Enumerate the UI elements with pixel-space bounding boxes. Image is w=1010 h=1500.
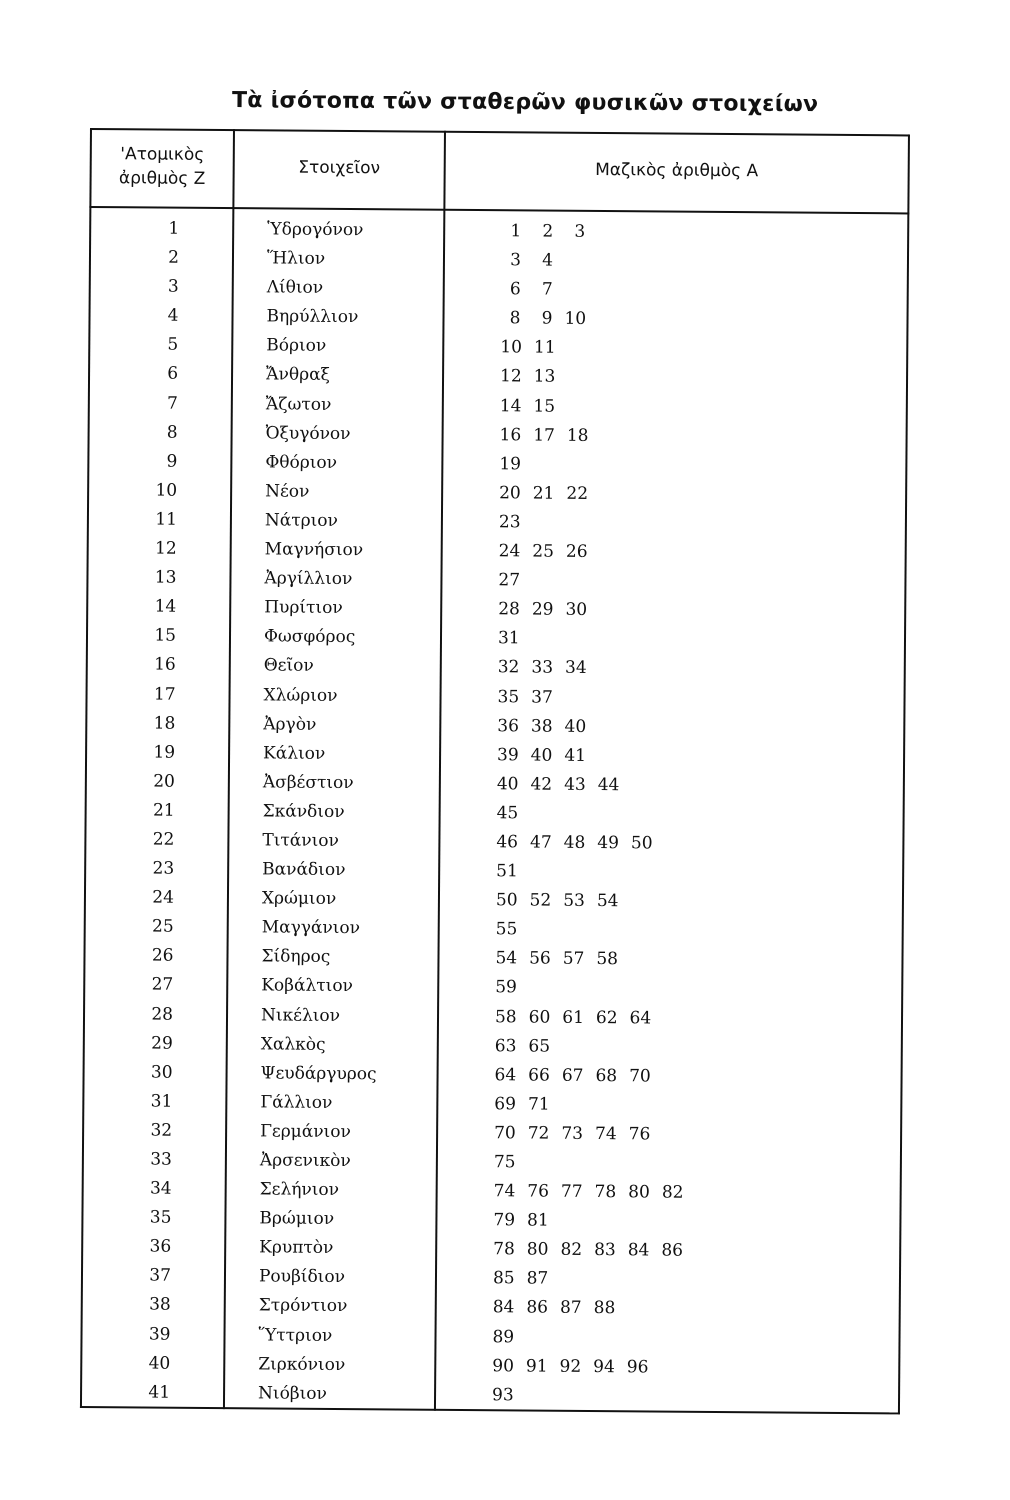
table-body — [80, 214, 909, 1413]
mass-number: 15 — [533, 396, 556, 417]
mass-number: 22 — [566, 483, 589, 504]
mass-number: 16 — [499, 424, 522, 446]
page-title: Τὰ ἰσότοπα τῶν σταθερῶν φυσικῶν στοιχείων — [231, 88, 819, 118]
mass-number: 89 — [492, 1326, 515, 1347]
atomic-number-cell: 22 — [152, 829, 175, 850]
mass-number: 27 — [498, 570, 521, 591]
mass-number: 61 — [562, 1007, 585, 1028]
mass-number: 40 — [564, 716, 587, 737]
mass-number: 75 — [493, 1152, 516, 1173]
mass-number: 51 — [496, 861, 518, 882]
element-name-cell: Νάτριον — [264, 510, 339, 531]
element-name-cell: Ἄνθραξ — [265, 364, 331, 386]
atomic-number-cell: 20 — [153, 771, 175, 792]
mass-number: 4 — [542, 250, 554, 271]
mass-number: 68 — [595, 1065, 618, 1086]
mass-number: 17 — [533, 425, 555, 446]
mass-number: 44 — [597, 774, 620, 795]
atomic-number-cell: 11 — [155, 509, 178, 530]
mass-number: 47 — [529, 832, 552, 853]
mass-numbers-cell — [497, 799, 531, 828]
mass-number: 88 — [593, 1298, 616, 1319]
mass-number: 34 — [564, 658, 587, 679]
atomic-number-cell: 30 — [150, 1062, 173, 1083]
mass-number: 3 — [510, 250, 522, 271]
element-name-cell: Ἀργὸν — [263, 713, 317, 735]
element-name-cell: Ἥλιον — [266, 248, 326, 269]
mass-number: 66 — [528, 1065, 550, 1086]
mass-number: 86 — [661, 1240, 684, 1261]
element-name-cell: Ζιρκόνιον — [258, 1354, 346, 1375]
mass-numbers-cell — [498, 625, 532, 654]
element-name-cell: Ψευδάργυρος — [260, 1063, 377, 1084]
element-name-cell: Ἀργίλλιον — [264, 568, 353, 590]
element-name-cell: Κάλιον — [263, 743, 326, 764]
mass-numbers-cell — [501, 246, 565, 276]
mass-numbers-cell — [497, 770, 632, 800]
mass-numbers-cell — [497, 741, 598, 771]
mass-number: 8 — [509, 308, 521, 329]
mass-numbers-cell — [494, 1148, 528, 1177]
element-name-cell: Βρώμιον — [259, 1208, 335, 1230]
atomic-number-cell: 17 — [153, 684, 176, 705]
atomic-number-cell: 26 — [151, 945, 174, 967]
mass-number: 41 — [564, 745, 587, 766]
mass-number: 31 — [497, 628, 520, 649]
mass-number: 93 — [491, 1384, 514, 1406]
mass-number: 92 — [559, 1356, 582, 1377]
mass-number: 12 — [499, 366, 522, 387]
mass-numbers-cell — [500, 334, 568, 364]
mass-number: 10 — [500, 337, 523, 358]
element-name-cell: Νιόβιον — [257, 1383, 327, 1404]
element-name-cell: Χλώριον — [263, 684, 338, 706]
element-name-cell: Κοβάλτιον — [261, 975, 354, 997]
header-element: Στοιχεῖον — [298, 157, 381, 179]
atomic-number-cell: 15 — [154, 625, 177, 647]
header-divider — [89, 206, 909, 214]
mass-number: 74 — [594, 1123, 617, 1145]
mass-number: 25 — [532, 541, 555, 562]
mass-number: 78 — [594, 1182, 617, 1203]
mass-numbers-cell — [493, 1265, 561, 1295]
mass-number: 7 — [541, 279, 553, 300]
mass-number: 64 — [629, 1007, 652, 1028]
mass-number: 19 — [499, 453, 522, 475]
mass-numbers-cell — [492, 1323, 526, 1352]
mass-number: 24 — [498, 541, 521, 562]
atomic-number-cell: 18 — [153, 713, 176, 734]
mass-number: 58 — [494, 1006, 517, 1027]
atomic-number-cell: 33 — [150, 1149, 172, 1170]
mass-number: 35 — [497, 686, 520, 707]
mass-number: 48 — [563, 832, 586, 853]
mass-number: 39 — [497, 744, 519, 766]
element-name-cell: Φθόριον — [265, 452, 338, 473]
mass-numbers-cell — [492, 1381, 526, 1410]
mass-number: 76 — [527, 1181, 550, 1202]
atomic-number-cell: 9 — [166, 451, 178, 472]
mass-numbers-cell — [496, 828, 664, 858]
mass-number: 82 — [661, 1182, 684, 1203]
mass-number: 50 — [495, 890, 518, 911]
mass-number: 62 — [595, 1007, 618, 1028]
mass-numbers-cell — [498, 595, 599, 625]
mass-numbers-cell — [497, 683, 565, 713]
atomic-number-cell: 8 — [166, 422, 178, 443]
mass-number: 77 — [560, 1181, 583, 1202]
mass-number: 3 — [574, 221, 586, 242]
mass-numbers-cell — [494, 1177, 696, 1208]
mass-numbers-cell — [495, 1003, 663, 1033]
mass-number: 90 — [492, 1355, 515, 1377]
mass-number: 49 — [597, 832, 620, 854]
atomic-number-cell: 23 — [152, 858, 175, 879]
element-name-cell: Μαγγάνιον — [261, 917, 361, 939]
element-name-cell: Βηρύλλιον — [266, 306, 359, 328]
mass-numbers-cell — [499, 479, 600, 509]
mass-numbers-cell — [501, 275, 565, 305]
mass-number: 94 — [593, 1356, 615, 1377]
element-name-cell: Πυρίτιον — [264, 597, 343, 619]
isotope-table — [80, 128, 910, 1414]
element-name-cell: Τιτάνιον — [262, 830, 339, 851]
mass-number: 6 — [509, 279, 521, 300]
mass-number: 83 — [594, 1240, 616, 1261]
atomic-number-cell: 37 — [149, 1265, 172, 1287]
mass-number: 54 — [596, 891, 619, 912]
mass-number: 28 — [498, 599, 520, 620]
mass-number: 1 — [510, 221, 522, 242]
mass-numbers-cell — [496, 886, 631, 916]
mass-numbers-cell — [500, 305, 598, 335]
element-name-cell: Γερμάνιον — [260, 1121, 351, 1142]
mass-number: 71 — [527, 1094, 550, 1115]
element-name-cell: Ἀσβέστιον — [262, 772, 354, 793]
element-name-cell: Χρώμιον — [261, 888, 337, 910]
mass-number: 33 — [531, 657, 554, 679]
atomic-number-cell: 7 — [166, 393, 178, 414]
atomic-number-cell: 40 — [148, 1353, 171, 1374]
mass-numbers-cell — [494, 1061, 662, 1091]
atomic-number-cell: 1 — [168, 218, 180, 239]
table-border — [90, 128, 910, 136]
mass-number: 43 — [564, 774, 586, 795]
element-name-cell: Νικέλιον — [260, 1004, 341, 1026]
atomic-number-cell: 14 — [154, 596, 177, 617]
mass-number: 40 — [496, 773, 519, 795]
mass-number: 84 — [627, 1240, 650, 1261]
mass-numbers-cell — [497, 712, 598, 742]
mass-numbers-cell — [494, 1119, 662, 1149]
mass-number: 87 — [559, 1298, 582, 1319]
mass-number: 96 — [626, 1356, 649, 1378]
mass-numbers-cell — [499, 450, 533, 479]
atomic-number-cell: 6 — [167, 364, 179, 385]
atomic-number-cell: 21 — [152, 800, 175, 821]
header-atomic-number — [92, 142, 233, 191]
mass-numbers-cell — [494, 1090, 562, 1120]
mass-number: 11 — [533, 337, 556, 359]
mass-numbers-cell — [495, 1032, 563, 1062]
header-atomic-line2: ἀριθμὸς Ζ — [118, 168, 206, 189]
element-name-cell: Ὕττριον — [258, 1324, 333, 1346]
mass-number: 2 — [542, 221, 554, 242]
mass-number: 86 — [526, 1297, 549, 1319]
header-mass-number: Μαζικὸς ἀριθμὸς Α — [595, 159, 759, 182]
mass-numbers-cell — [500, 363, 568, 393]
mass-numbers-cell — [492, 1352, 660, 1382]
mass-number: 32 — [497, 657, 520, 678]
mass-number: 29 — [531, 599, 554, 620]
mass-numbers-cell — [493, 1294, 628, 1324]
atomic-number-cell: 10 — [155, 480, 178, 501]
atomic-number-cell: 27 — [151, 974, 174, 996]
mass-number: 64 — [494, 1064, 517, 1086]
mass-number: 63 — [494, 1035, 517, 1057]
mass-number: 55 — [495, 919, 518, 940]
atomic-number-cell: 19 — [153, 742, 176, 763]
mass-number: 84 — [492, 1297, 515, 1318]
mass-number: 59 — [495, 977, 517, 998]
mass-number: 80 — [526, 1239, 549, 1260]
mass-number: 76 — [628, 1124, 651, 1145]
element-name-cell: Στρόντιον — [258, 1295, 348, 1317]
mass-number: 85 — [492, 1268, 515, 1289]
atomic-number-cell: 13 — [154, 567, 177, 588]
mass-number: 30 — [565, 599, 588, 621]
mass-number: 91 — [525, 1356, 548, 1377]
element-name-cell: Μαγνήσιον — [264, 539, 364, 561]
atomic-number-cell: 2 — [168, 247, 180, 268]
atomic-number-cell: 16 — [154, 654, 176, 676]
element-name-cell: Βανάδιον — [262, 859, 346, 881]
mass-number: 72 — [527, 1123, 550, 1144]
element-name-cell: Ἄζωτον — [265, 393, 332, 415]
mass-numbers-cell — [493, 1235, 695, 1266]
mass-number: 67 — [561, 1065, 584, 1086]
element-name-cell: Ὀξυγόνον — [265, 423, 351, 444]
mass-number: 82 — [560, 1240, 583, 1261]
atomic-number-cell: 41 — [148, 1382, 171, 1403]
mass-number: 9 — [541, 308, 553, 329]
mass-number: 70 — [629, 1065, 651, 1087]
atomic-number-cell: 12 — [154, 538, 177, 559]
mass-number: 46 — [496, 832, 519, 853]
element-name-cell: Σίδηρος — [261, 946, 331, 968]
element-name-cell: Φωσφόρος — [263, 626, 356, 648]
mass-number: 20 — [499, 483, 521, 504]
mass-number: 65 — [528, 1036, 551, 1057]
atomic-number-cell: 34 — [149, 1178, 172, 1199]
atomic-number-cell: 3 — [167, 276, 179, 297]
atomic-number-cell: 39 — [148, 1324, 171, 1345]
mass-numbers-cell — [499, 537, 600, 567]
mass-number: 81 — [526, 1210, 549, 1231]
mass-number: 87 — [526, 1268, 549, 1290]
mass-numbers-cell — [495, 974, 529, 1003]
mass-number: 26 — [565, 541, 588, 562]
mass-number: 57 — [562, 949, 585, 970]
atomic-number-cell: 28 — [151, 1004, 174, 1025]
atomic-number-cell: 32 — [150, 1120, 173, 1141]
mass-number: 50 — [630, 833, 653, 854]
mass-number: 40 — [530, 745, 553, 766]
element-name-cell: Θεῖον — [263, 655, 314, 677]
mass-number: 70 — [494, 1123, 516, 1144]
mass-number: 37 — [531, 686, 553, 708]
mass-numbers-cell — [499, 421, 600, 451]
mass-number: 23 — [498, 512, 521, 533]
header-atomic-line1: 'Ατομικὸς — [120, 144, 205, 165]
element-name-cell: Σελήνιον — [259, 1179, 340, 1201]
atomic-number-cell: 4 — [167, 305, 179, 326]
mass-numbers-cell — [501, 217, 597, 247]
atomic-number-cell: 38 — [149, 1294, 171, 1316]
atomic-number-cell: 35 — [149, 1207, 172, 1228]
element-name-cell: Ἀρσενικὸν — [259, 1150, 351, 1172]
mass-number: 54 — [495, 948, 518, 969]
mass-number: 56 — [529, 948, 551, 969]
mass-number: 69 — [494, 1094, 517, 1115]
mass-number: 58 — [596, 949, 619, 970]
mass-numbers-cell — [496, 857, 530, 886]
mass-numbers-cell — [498, 654, 599, 684]
mass-number: 80 — [628, 1182, 650, 1203]
element-name-cell: Ρουβίδιον — [258, 1266, 346, 1288]
mass-number: 52 — [529, 890, 552, 911]
mass-number: 73 — [561, 1123, 584, 1144]
mass-number: 14 — [499, 395, 522, 416]
mass-number: 18 — [566, 425, 589, 446]
element-name-cell: Χαλκὸς — [260, 1033, 326, 1055]
atomic-number-cell: 25 — [152, 916, 174, 937]
element-name-cell: Κρυπτὸν — [259, 1237, 334, 1259]
element-name-cell: Βόριον — [266, 335, 327, 357]
mass-numbers-cell — [498, 566, 532, 595]
mass-numbers-cell — [496, 915, 530, 944]
element-name-cell: Νέον — [265, 481, 310, 502]
mass-number: 78 — [493, 1239, 515, 1260]
mass-number: 21 — [532, 483, 555, 504]
mass-number: 79 — [493, 1210, 516, 1231]
mass-number: 42 — [530, 774, 553, 795]
element-name-cell: Ὑδρογόνον — [267, 219, 364, 241]
mass-number: 53 — [563, 890, 585, 912]
mass-numbers-cell — [493, 1206, 561, 1236]
mass-number: 74 — [493, 1181, 516, 1202]
mass-number: 36 — [497, 715, 520, 736]
atomic-number-cell: 5 — [167, 334, 179, 356]
mass-number: 60 — [528, 1007, 551, 1028]
mass-number: 38 — [530, 716, 553, 737]
mass-numbers-cell — [500, 392, 568, 422]
atomic-number-cell: 29 — [151, 1033, 173, 1054]
atomic-number-cell: 31 — [150, 1091, 173, 1112]
atomic-number-cell: 24 — [152, 887, 175, 908]
atomic-number-cell: 36 — [149, 1236, 172, 1257]
mass-numbers-cell — [499, 508, 533, 537]
element-name-cell: Σκάνδιον — [262, 801, 345, 822]
element-name-cell: Γάλλιον — [260, 1092, 333, 1113]
mass-number: 13 — [533, 366, 556, 388]
element-name-cell: Λίθιον — [266, 277, 324, 299]
mass-numbers-cell — [495, 945, 630, 975]
mass-number: 45 — [496, 803, 519, 824]
mass-number: 10 — [564, 309, 587, 330]
